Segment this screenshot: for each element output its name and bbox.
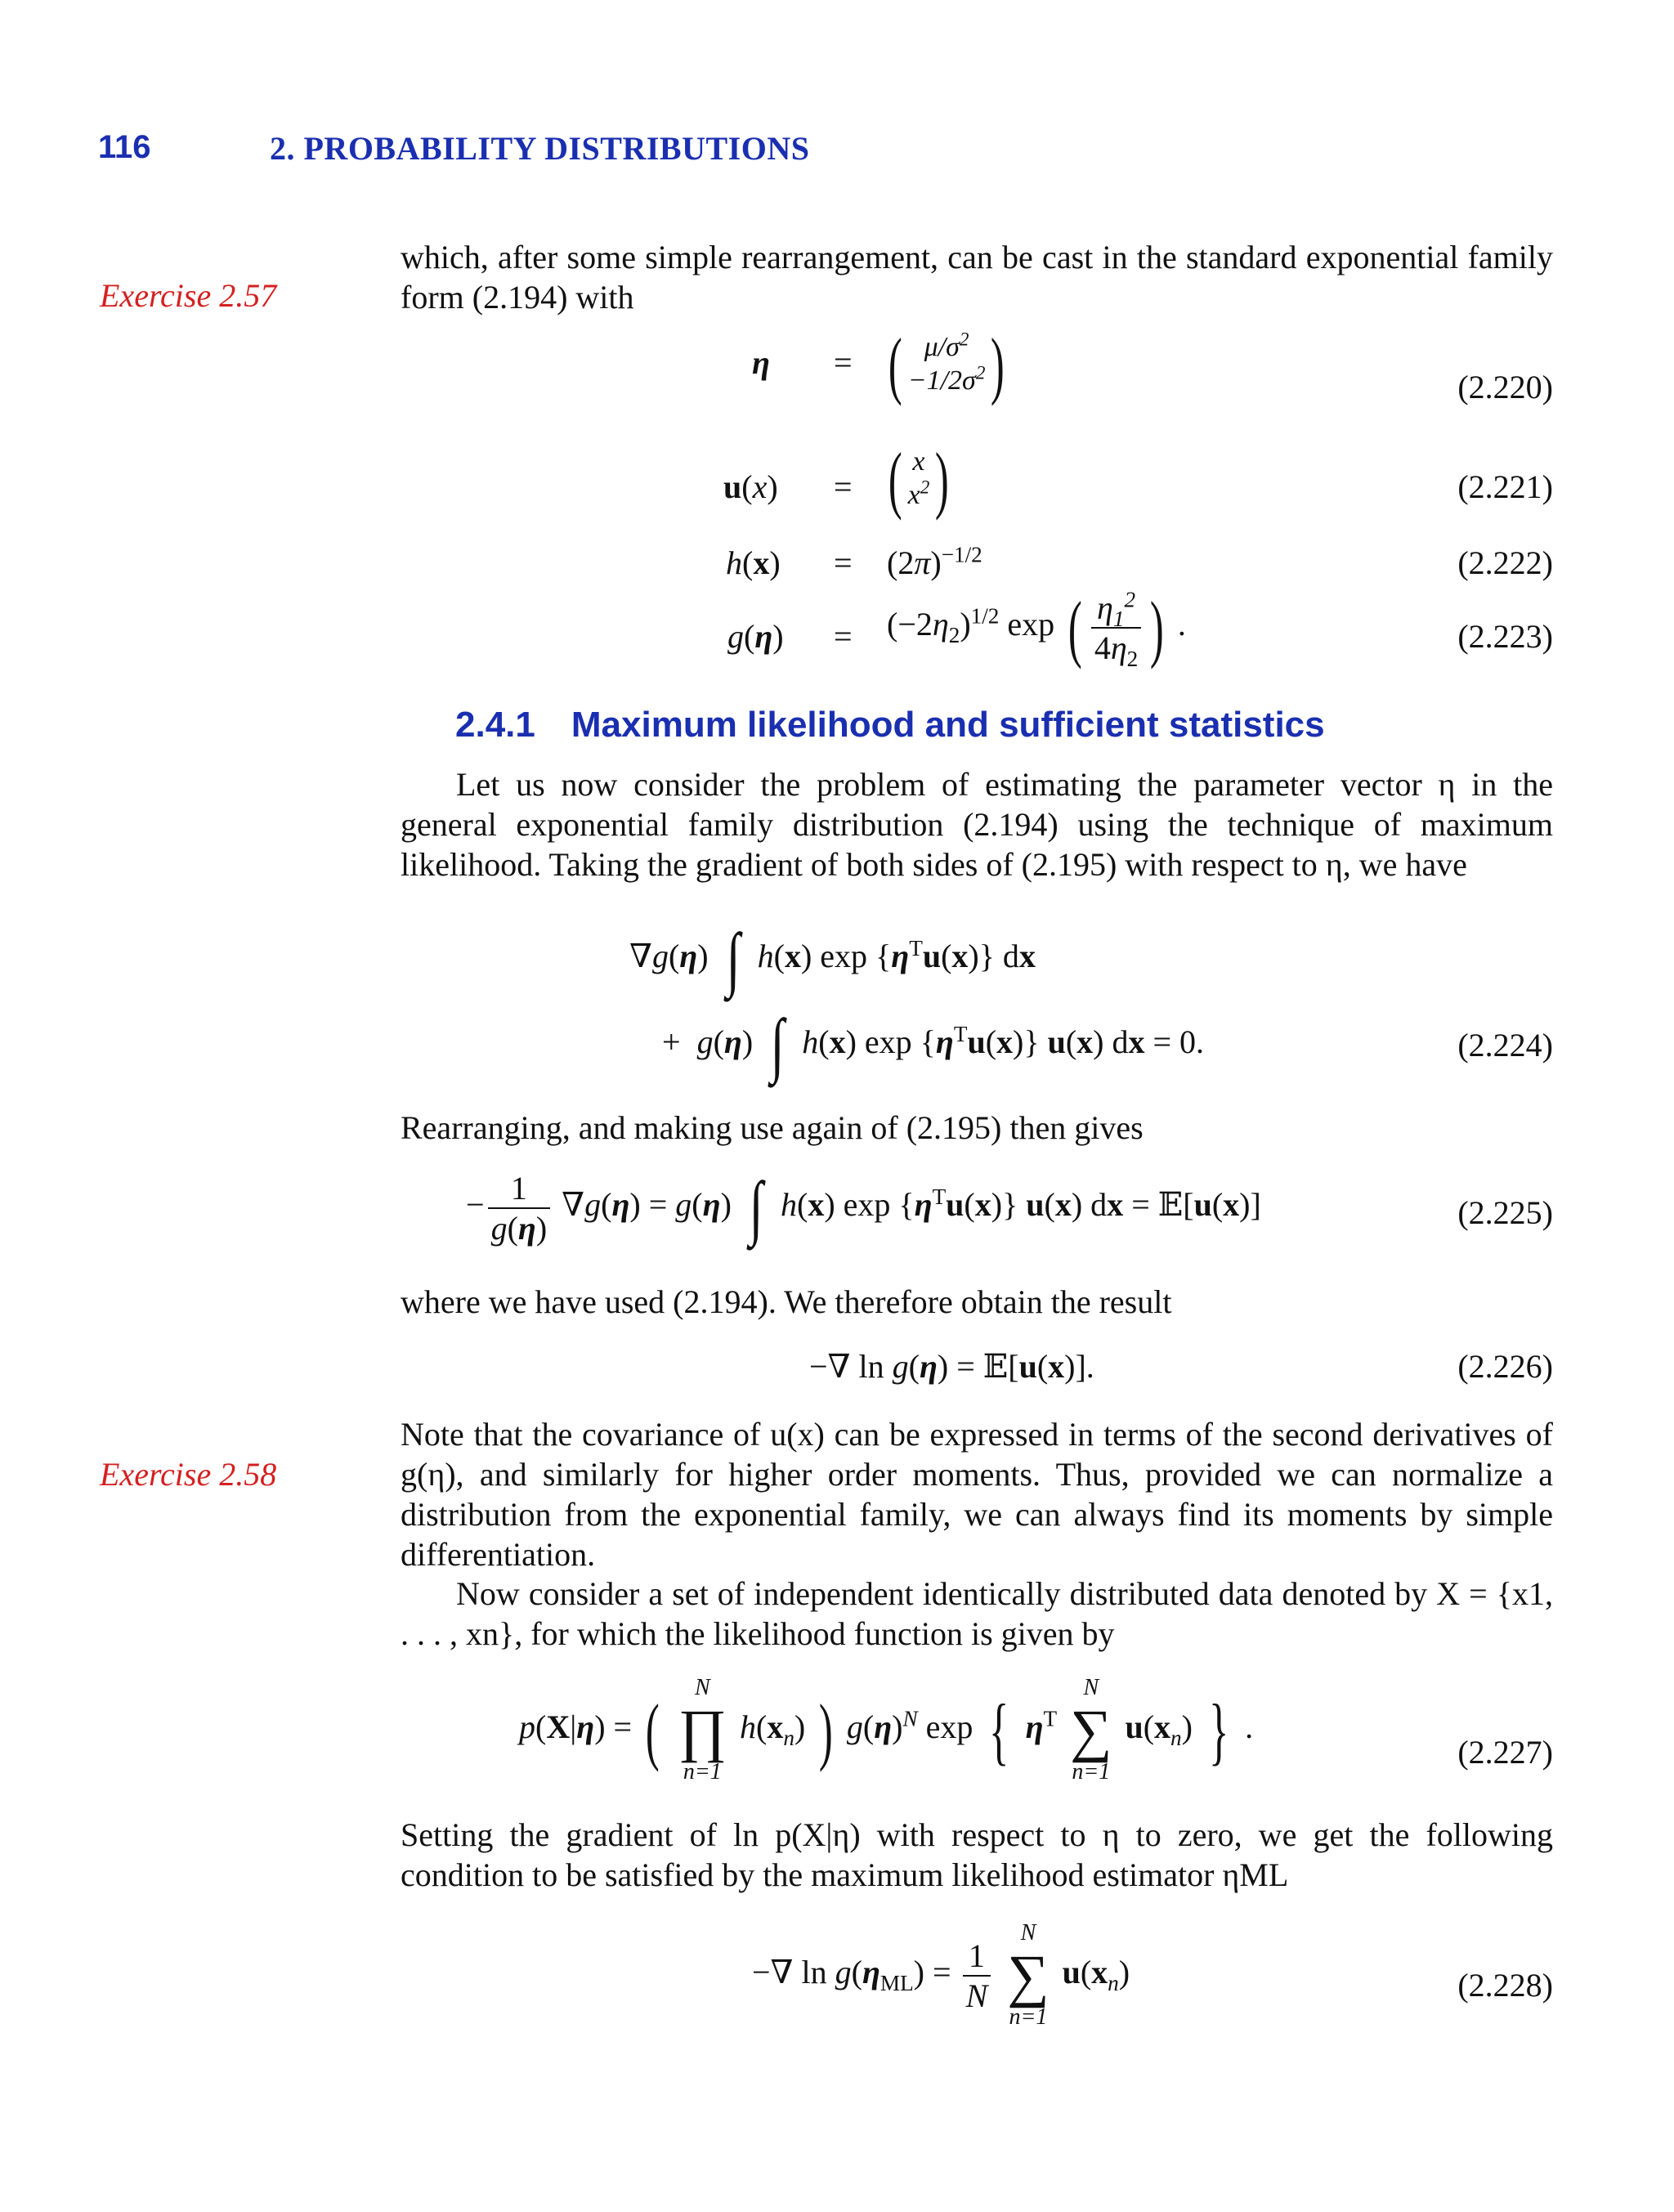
equation-number-2-228: (2.228) (1457, 1967, 1553, 2004)
paragraph-intro: which, after some simple rearrangement, can be cast in the standard exponential family form (2.194) with (401, 239, 1553, 316)
section-number: 2.4.1 (455, 705, 535, 745)
equation-number-2-221: (2.221) (1457, 468, 1553, 505)
equation-2-227: p(X|η) = ( N ∏ n=1 $h(x_n)$ ) $g(\eta)^N$ exp { $\eta^T$ N ∑ n=1 $u(x_n)$ } . (2.227) (519, 1675, 1553, 1784)
equation-2-228: −∇ $\ln g(\eta_{ML})$ = $\frac{1}{N}$ N ∑ n=1 $u(x_n)$ (2.228) (752, 1920, 1553, 2030)
equation-number-2-223: (2.223) (1457, 618, 1553, 655)
paragraph-rearranging: Rearranging, and making use again of (2.195) then gives (401, 1109, 1144, 1146)
paragraph-covariance: Note that the covariance of u(x) can be expressed in terms of the second derivatives of g(η), and similarly for higher order moments. Thus, provided we can normalize a distribution from the exponential family, we can always find its moments by simple differentiation. (401, 1416, 1553, 1573)
section-heading (455, 705, 1325, 746)
equation-number-2-222: (2.222) (1457, 544, 1553, 581)
section-title: Maximum likelihood and sufficient statistics (571, 705, 1325, 745)
equation-number-2-226: (2.226) (1457, 1348, 1553, 1385)
equation-2-226: −∇ ln g(η) = 𝔼[u(x)]. (2.226) (809, 1348, 1553, 1385)
paragraph-setting-gradient: Setting the gradient of ln p(X|η) with respect to η to zero, we get the following condition to be satisfied by the maximum likelihood estimator ηML (401, 1816, 1553, 1893)
equation-number-2-225: (2.225) (1457, 1194, 1553, 1231)
paragraph-where-used: where we have used (2.194). We therefore obtain the result (401, 1283, 1172, 1320)
equation-block-2-220-to-2-223: η = ( $\mu/\sigma^2$ $-1/2\sigma^2$ ) (2.220) u(x) = ( x $x^2$ ) (2.221) h(x) = $(2\pi)^{-1/2}$ (2.222) g(η) = $(-2\eta_2)^{1/2}$ exp ( $\frac{\eta_1^2}{4\eta_2}$ ) . (2.223) (723, 323, 1553, 671)
equation-number-2-227: (2.227) (1457, 1734, 1553, 1771)
margin-note-exercise-2-58[interactable]: Exercise 2.58 (100, 1456, 277, 1493)
margin-note-exercise-2-57[interactable]: Exercise 2.57 (100, 277, 277, 314)
paragraph-iid-data: Now consider a set of independent identically distributed data denoted by X = {x1, . . . , xn}, for which the likelihood function is given by (401, 1575, 1553, 1652)
paragraph-ml-intro: Let us now consider the problem of estimating the parameter vector η in the general exponential family distribution (2.194) using the technique of maximum likelihood. Taking the gradient of both sides of (2.195) with respect to η, we have (401, 766, 1553, 883)
equation-2-224: ∇g(η) ∫ h(x) $\exp \{\eta^Tu(x)\}$ dx + g(η) ∫ h(x) $\exp \{\eta^Tu(x)\}$ u(x) dx = 0. (2.224) (629, 920, 1553, 1085)
equation-2-225: − $\frac{1}{g(\eta)}$ ∇g(η) = g(η) ∫ h(x) $\exp \{\eta^Tu(x)\}$ u(x) dx = 𝔼[u(x)] (2.225) (466, 1168, 1553, 1247)
equation-number-2-224: (2.224) (1457, 1027, 1553, 1063)
equation-number-2-220: (2.220) (1457, 369, 1553, 405)
page-number: 116 (98, 129, 151, 165)
chapter-title: 2. PROBABILITY DISTRIBUTIONS (270, 130, 810, 167)
